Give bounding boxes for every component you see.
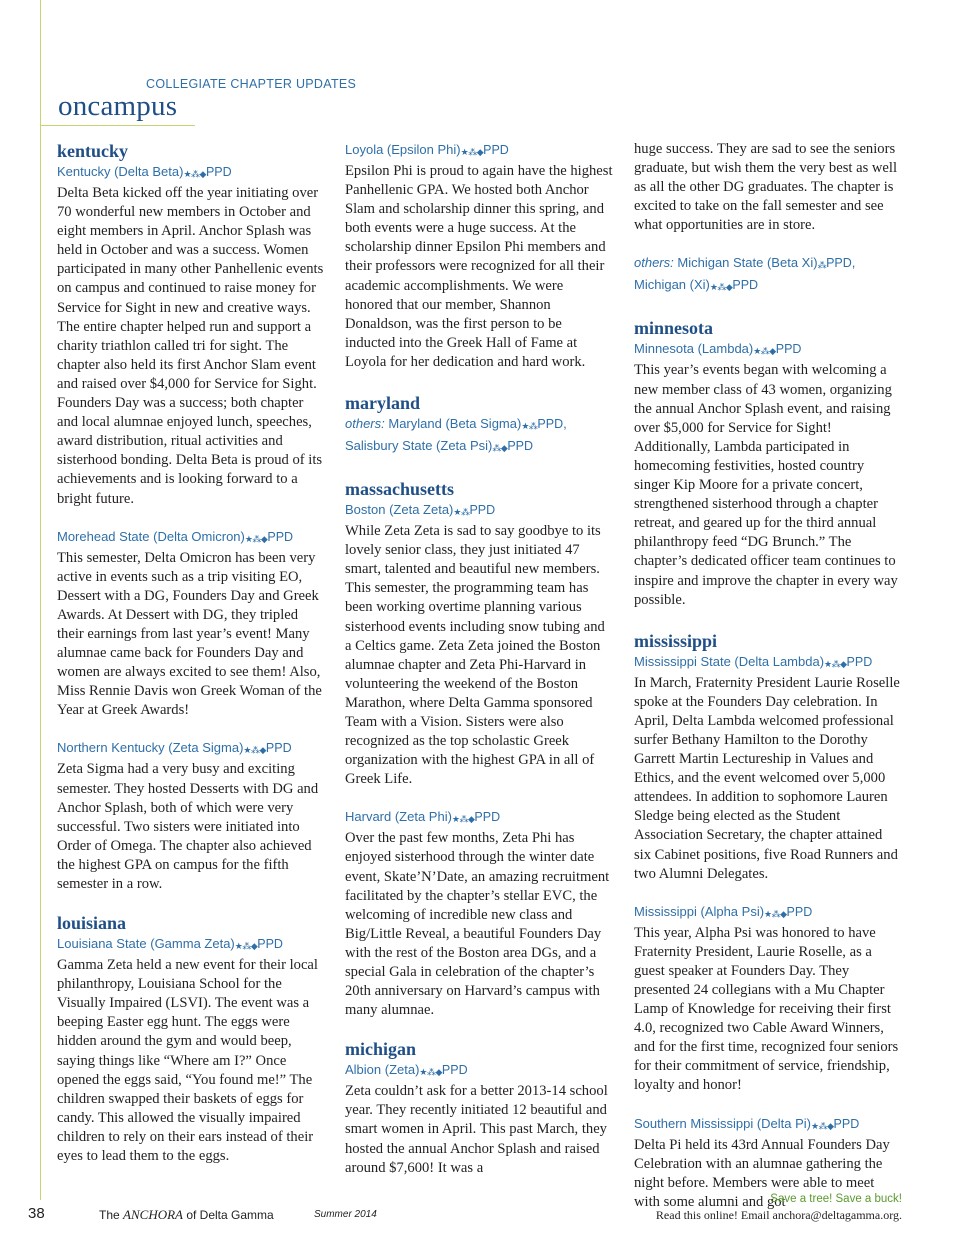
ppd-marker: PPD [267, 529, 294, 544]
badge-icon: ★⁂◆ [244, 533, 268, 544]
others-michigan: Michigan (Xi)★⁂◆PPD [634, 277, 759, 293]
margin-rule [40, 0, 41, 1200]
column-2 [345, 140, 613, 1178]
chapter-louisiana-state: Louisiana State (Gamma Zeta)★⁂◆PPD [57, 936, 283, 952]
ppd-marker: PPD [205, 165, 232, 179]
ppd-marker: PPD [469, 503, 496, 518]
state-heading-massachusetts: massachusetts [345, 479, 455, 500]
others-michigan-state: others: Michigan State (Beta Xi)⁂PPD, [634, 255, 856, 271]
chapter-loyola: Loyola (Epsilon Phi)★⁂◆PPD [345, 142, 509, 157]
chapter-text: This year, Alpha Psi was honored to have Fraternity President, Laurie Roselle, as a guest speaker at Founders Day. They presented 24 collegians with a Mu Chapter Lamp of Knowledge for receiving their first 4.0, recognized two Cable Award Winners, and for the first time, recognized four seniors for their commitment of service, friendship, loyalty and honor! [634, 924, 899, 1094]
chapter-albion: Albion (Zeta)★⁂◆PPD [345, 1062, 468, 1078]
chapter-mississippi-alpha-psi: Mississippi (Alpha Psi)★⁂◆PPD [634, 903, 813, 919]
state-heading-kentucky: kentucky [57, 141, 129, 161]
ppd-marker: PPD [474, 810, 501, 825]
save-tree-note: Save a tree! Save a buck! [770, 1193, 902, 1205]
publication-name: The ANCHORA of Delta Gamma [99, 1207, 274, 1222]
badge-icon: ★⁂◆ [419, 1067, 442, 1078]
chapter-southern-mississippi: Southern Mississippi (Delta Pi)★⁂◆PPD [634, 1115, 860, 1131]
badge-icon: ★⁂◆ [753, 346, 776, 357]
column-3 [634, 140, 902, 1212]
badge-icon: ★⁂◆ [824, 658, 847, 669]
section-eyebrow: COLLEGIATE CHAPTER UPDATES [146, 77, 357, 91]
state-heading-minnesota: minnesota [634, 318, 714, 339]
chapter-text: Zeta Sigma had a very busy and exciting semester. They hosted Desserts with DG and Anchor Splash, both of which were very successful. Two sisters were initiated into Order of Omega. The chapter also achieved the highest GPA on campus for the fifth semester in a row. [57, 761, 319, 892]
chapter-text: This semester, Delta Omicron has been very active in events such as a trip visiting EO, Dessert with a DG, Founders Day and Greek Awards. At Dessert with DG, they tripled their earnings from last year’s event! Many alumnae came back for Founders Day and women are always excited to see them! Also, Miss Rennie Davis won Greek Woman of the Year at Greek Awards! [57, 549, 322, 719]
badge-icon: ★⁂ [521, 421, 538, 432]
ppd-marker: PPD [265, 741, 292, 756]
online-email-note: Read this online! Email anchora@deltagamma.org. [655, 1208, 902, 1222]
badge-icon: ★⁂◆ [183, 169, 206, 179]
chapter-text: Epsilon Phi is proud to again have the highest Panhellenic GPA. We hosted both Anchor Slam and scholarship dinner this spring, and both events were a huge success. At the scholarship dinner Epsilon Phi members and their professors were recognized for all their academic accomplishments. We were honored that our member, Shannon Donaldson, was the first person to be inducted into the Greek Hall of Fame at Loyola for her dedication and hard work. [345, 163, 613, 370]
chapter-text: While Zeta Zeta is sad to say goodbye to its lovely senior class, they just initiated 47 smart, talented and beautiful new members. This semester, the programming team has been working overtime planning various sisterhood events including snow tubing and a Celtics game. Zeta Zeta joined the Boston alumnae chapter and Zeta Phi-Harvard in volunteering the weekend of the Boston Marathon, where Delta Gamma sponsored Team with a Vision. Sisters were also recognized as the top scholastic Greek organization with the highest GPA in all of Greek Life. [345, 523, 605, 788]
badge-icon: ⁂◆ [492, 443, 508, 454]
badge-icon: ★⁂◆ [243, 745, 266, 756]
chapter-text: Zeta couldn’t ask for a better 2013-14 school year. They recently initiated 12 beautiful and smart women in April. This past March, they hosted the annual Anchor Splash and raised around $7,600! It was a [345, 1083, 608, 1176]
badge-icon: ★⁂◆ [451, 814, 475, 825]
chapter-kentucky-delta-beta: Kentucky (Delta Beta)★⁂◆PPD [57, 164, 232, 179]
chapter-text: In March, Fraternity President Laurie Roselle spoke at the Founders Day celebration. In April, Delta Lambda welcomed professional surfer Bethany Hamilton to the Dorothy Garrett Martin Lectureship in Values and Ethics, and the event welcomed over 5,000 attendees. In addition to sophomore Lauren Sledge being elected as the Student Association Secretary, the chapter attained six Cabinet positions, five Road Runners and two Alumni Delegates. [634, 674, 900, 882]
ppd-marker: PPD [483, 143, 509, 157]
state-heading-michigan: michigan [345, 1039, 417, 1060]
ppd-marker: PPD [507, 439, 534, 454]
state-heading-louisiana: louisiana [57, 913, 127, 934]
ppd-marker: PPD [257, 937, 283, 952]
chapter-morehead-state: Morehead State (Delta Omicron)★⁂◆PPD [57, 528, 294, 544]
others-maryland: others: Maryland (Beta Sigma)★⁂PPD, [345, 416, 567, 432]
chapter-mississippi-state: Mississippi State (Delta Lambda)★⁂◆PPD [634, 653, 873, 669]
ppd-marker: PPD [537, 417, 564, 432]
state-heading-mississippi: mississippi [634, 630, 718, 651]
ppd-marker: PPD [826, 256, 852, 271]
badge-icon: ★⁂◆ [460, 147, 484, 157]
badge-icon: ★⁂◆ [764, 908, 787, 919]
chapter-harvard: Harvard (Zeta Phi)★⁂◆PPD [345, 809, 501, 825]
chapter-text: This year’s events began with welcoming a new member class of 43 women, organizing the annual Anchor Splash event, and raising over $5,000 for Service for Sight! Additionally, Lambda participated in homecoming festivities, hosted country singer Kip Moore for a private concert, strengthened sisterhood through a chapter retreat, and geared up for the third annual philanthropy feed “DG Brunch.” The chapter’s dedicated officer team continues to inspire and improve the chapter in every way possible. [634, 362, 898, 608]
ppd-marker: PPD [846, 654, 873, 669]
ppd-marker: PPD [732, 278, 759, 293]
chapter-text: Over the past few months, Zeta Phi has enjoyed sisterhood through the winter date event, Skate’N’Date, an amazing recruitment facilitated by the chapter’s stellar EVC, the welcoming of incredible new class and Big/Little Reveal, a beautiful Founders Day with the rest of the Boston area DGs, and a special Gala in celebration of the chapter’s 20th anniversary on Harvard’s campus with many alumnae. [345, 830, 610, 1019]
ppd-marker: PPD [775, 342, 802, 357]
badge-icon: ★⁂ [453, 507, 470, 518]
badge-icon: ★⁂◆ [811, 1120, 834, 1131]
badge-icon: ★⁂◆ [234, 941, 258, 952]
page-number: 38 [28, 1205, 45, 1222]
others-salisbury: Salisbury State (Zeta Psi)⁂◆PPD [345, 438, 534, 454]
chapter-text: Delta Pi held its 43rd Annual Founders Day Celebration with an alumnae gathering the night before. Members were able to meet with some alumni and got [634, 1136, 890, 1210]
state-heading-maryland: maryland [345, 393, 421, 414]
chapter-minnesota: Minnesota (Lambda)★⁂◆PPD [634, 341, 802, 357]
header-rule [40, 125, 195, 126]
section-title: oncampus [58, 90, 178, 122]
issue-date: Summer 2014 [314, 1209, 377, 1220]
chapter-boston: Boston (Zeta Zeta)★⁂PPD [345, 502, 496, 518]
badge-icon: ★⁂◆ [709, 282, 733, 293]
ppd-marker: PPD [833, 1116, 860, 1131]
chapter-text: Delta Beta kicked off the year initiating over 70 wonderful new members in October and eight members in April. Anchor Splash was held in October and was a success. Women participated in many other Panhellenic events on campus and continued to raise money for Service for Sight in new and creative ways. The entire chapter helped run and support a charity triathlon called tri for sight. The chapter also held its first Anchor Slam event and raised over $4,000 for Service for Sight. Founders Day was a success; both chapter and local alumnae enjoyed lunch, speeches, award distribution, ritual activities and sisterhood bonding. Delta Beta is proud of its achievements and is looking forward to a bright future. [57, 185, 324, 507]
column-1 [57, 140, 325, 1166]
ppd-marker: PPD [441, 1063, 468, 1078]
chapter-northern-kentucky: Northern Kentucky (Zeta Sigma)★⁂◆PPD [57, 740, 292, 756]
badge-icon: ⁂ [817, 260, 827, 271]
chapter-text-continued: huge success. They are sad to see the seniors graduate, but wish them the very best as well as all the other DG graduates. The chapter is excited to take on the fall semester and see what opportunities are in store. [634, 141, 898, 234]
chapter-text: Gamma Zeta held a new event for their local philanthropy, Louisiana School for the Visually Impaired (LSVI). The event was a beeping Easter egg hunt. The eggs were hidden around the gym and would beep, saying things like “Where am I?” Once opened the eggs said, “You found me!” The children swapped their baskets of eggs for candy. This allowed the visually impaired children to rely on their ears instead of their eyes to lead them to the eggs. [57, 957, 318, 1165]
ppd-marker: PPD [786, 904, 813, 919]
